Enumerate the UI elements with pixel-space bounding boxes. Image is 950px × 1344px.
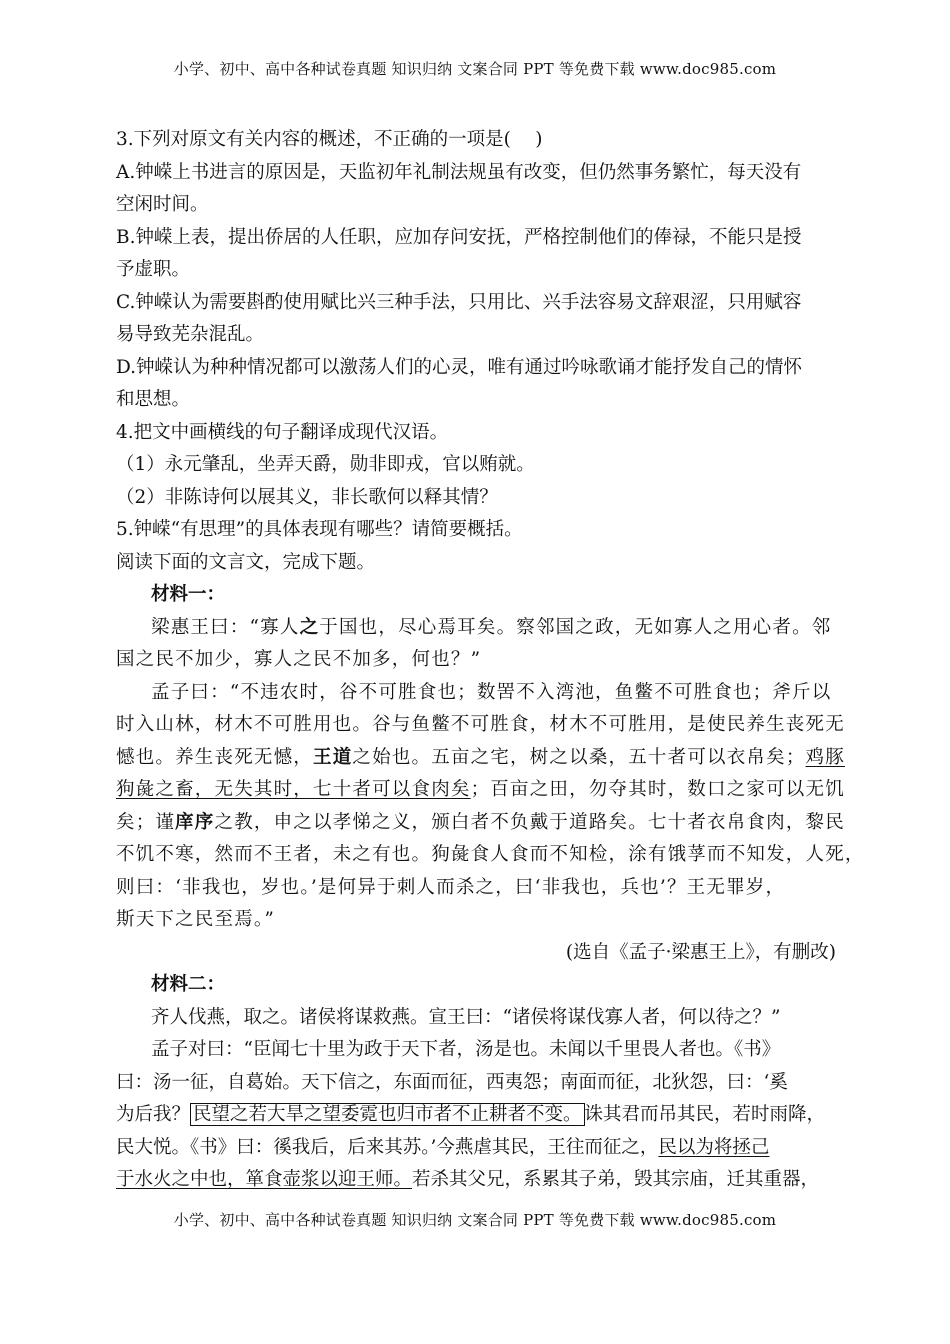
material-2-para-2-cont: 曰：汤一征，自葛始。天下信之，东面而征，西夷怨；南面而征，北狄怨，曰：‘奚 (116, 1071, 788, 1093)
material-2-para-2-cont: 民大悦。《书》曰：徯我后，后来其苏。’今燕虐其民，王往而征之，民以为将拯己 (116, 1136, 770, 1158)
option-d-line2: 和思想。 (116, 389, 191, 410)
material-2-para-2: 孟子对曰：“臣闻七十里为政于天下者，汤是也。未闻以千里畏人者也。《书》 (151, 1039, 781, 1060)
material-1-para-2-cont: 不饥不寒，然而不王者，未之有也。狗彘食人食而不知检，涂有饿莩而不知发，人死， (116, 844, 865, 865)
material-1-para-2: 孟子曰：“不违农时，谷不可胜食也；数罟不入湾池，鱼鳖不可胜食也；斧斤以 (151, 681, 832, 703)
material-2-title: 材料二： (151, 974, 226, 995)
option-b-line1: B.钟嵘上表，提出侨居的人任职，应加存问安抚，严格控制他们的俸禄，不能只是授 (116, 226, 802, 248)
question-4-sentence-2: （2）非陈诗何以展其义，非长歌何以释其情？ (116, 486, 498, 508)
material-1-para-2-cont: 斯天下之民至焉。” (116, 909, 276, 930)
option-c-line1: C.钟嵘认为需要斟酌使用赋比兴三种手法，只用比、兴手法容易文辞艰涩，只用赋容 (116, 291, 802, 313)
material-1-title: 材料一： (151, 584, 226, 605)
document-body (116, 124, 865, 1197)
underlined-sentence: 民以为将拯己 (658, 1136, 770, 1158)
question-3-stem: 3.下列对原文有关内容的概述，不正确的一项是( ) (116, 129, 543, 150)
material-1-para-2-cont: 狗彘之畜，无失其时，七十者可以食肉矣；百亩之田，勿夺其时，数口之家可以无饥 (116, 779, 845, 800)
option-b-line2: 予虚职。 (116, 259, 191, 280)
material-1-para-2-cont: 时入山林，材木不可胜用也。谷与鱼鳖不可胜食，材木不可胜用，是使民养生丧死无 (116, 714, 845, 735)
option-a-line1: A.钟嵘上书进言的原因是，天监初年礼制法规虽有改变，但仍然事务繁忙，每天没有 (116, 161, 802, 183)
option-c-line2: 易导致芜杂混乱。 (116, 324, 265, 345)
material-1-para-2-cont: 矣；谨庠序之教，申之以孝悌之义，颁白者不负戴于道路矣。七十者衣帛食肉，黎民 (116, 811, 845, 833)
material-1-para-2-cont: 则曰：‘非我也，岁也。’是何异于刺人而杀之，曰‘非我也，兵也’？王无罪岁， (116, 876, 786, 898)
option-d-line1: D.钟嵘认为种种情况都可以激荡人们的心灵，唯有通过吟咏歌诵才能抒发自己的情怀 (116, 356, 803, 378)
material-1-source: (选自《孟子·梁惠王上》，有删改) (565, 941, 836, 963)
material-1-para-1-cont: 国之民不加少，寡人之民不加多，何也？” (116, 649, 482, 670)
material-2-para-1: 齐人伐燕，取之。诸侯将谋救燕。宣王曰：“诸侯将谋伐寡人者，何以待之？” (151, 1006, 781, 1028)
material-1-para-2-cont: 憾也。养生丧死无憾，王道之始也。五亩之宅，树之以桑，五十者可以衣帛矣；鸡豚 (116, 746, 845, 768)
underlined-sentence: 鸡豚 (805, 746, 845, 768)
material-2-para-2-cont: 于水火之中也，箪食壶浆以迎王师。若杀其父兄，系累其子弟，毁其宗庙，迁其重器， (116, 1169, 820, 1190)
boxed-sentence: 民望之若大旱之望委霓也归市者不止耕者不变。 (190, 1103, 585, 1126)
material-1-para-1: 梁惠王曰：“寡人之于国也，尽心焉耳矣。察邻国之政，无如寡人之用心者。邻 (151, 616, 832, 638)
question-4-sentence-1: （1）永元肇乱，坐弄天爵，勋非即戎，官以贿就。 (116, 454, 535, 475)
question-5-stem: 5.钟嵘“有思理”的具体表现有哪些？请简要概括。 (116, 519, 523, 540)
reading-intro: 阅读下面的文言文，完成下题。 (116, 551, 376, 573)
question-4-stem: 4.把文中画横线的句子翻译成现代汉语。 (116, 421, 449, 443)
page-footer: 小学、初中、高中各种试卷真题 知识归纳 文案合同 PPT 等免费下载 www.doc985.com (173, 1211, 777, 1229)
material-2-para-2-cont: 为后我？ 民望之若大旱之望委霓也归市者不止耕者不变。 诛其君而吊其民，若时雨降， (116, 1104, 826, 1125)
underlined-sentence: 于水火之中也，箪食壶浆以迎王师。 (116, 1169, 413, 1190)
underlined-sentence: 狗彘之畜，无失其时，七十者可以食肉矣 (116, 779, 471, 800)
page-header: 小学、初中、高中各种试卷真题 知识归纳 文案合同 PPT 等免费下载 www.doc985.com (173, 60, 777, 78)
option-a-line2: 空闲时间。 (116, 194, 209, 215)
